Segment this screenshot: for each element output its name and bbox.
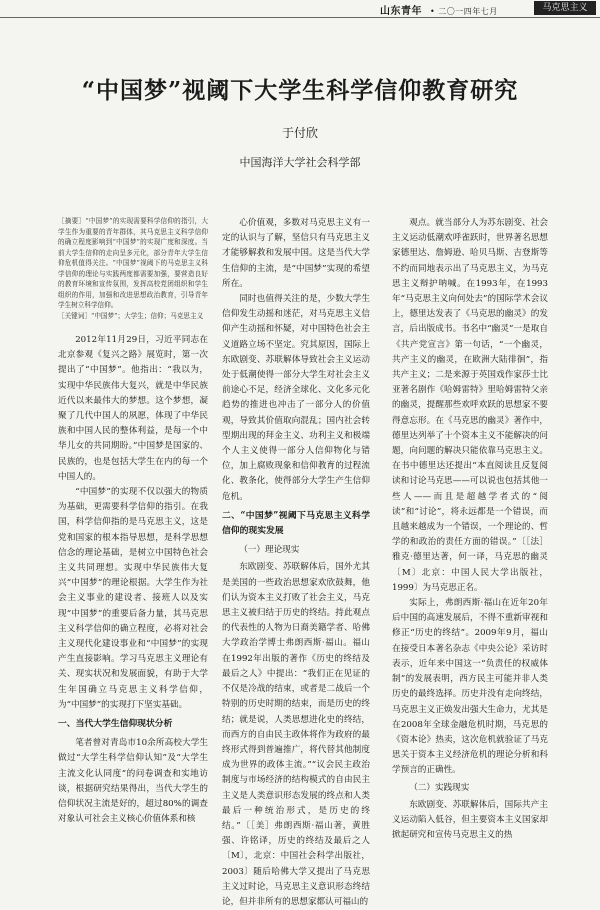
body-paragraph: 同时也值得关注的是，少数大学生信仰发生动摇和迷茫，对马克思主义信仰产生动摇和怀疑，对中国特色社会主义道路立场不坚定。究其原因，国际上东欧剧变、苏联解体导致社会主义运动处于低潮使得一部分大学生对社会主义前途心不足，经济全球化、文化多元化趋势的推进也冲击了一部分人的价值观，导致其价值取向混乱；国内社会转型期出现的拜金主义、功利主义和极端个人主义使得一部分人信仰物化与错位，加上腐败现象和信仰教育的过程流化、教条化，使得部分大学生产生信仰危机。 [222, 294, 370, 502]
column-3 [392, 216, 548, 843]
journal-header [0, 0, 600, 18]
body-paragraph: 东欧剧变、苏联解体后，国外尤其是美国的一些政治思想家欢欣鼓舞，他们认为资本主义打败了社会主义，马克思主义被归结于历史的终结。持此观点的代表性的人物为日裔美籍学者、哈佛大学政治学博士弗朗西斯·福山。福山在1992年出版的著作《历史的终结及最后之人》中提出：“我们正在见证的不仅是冷战的结束，或者是二战后一个特别的历史时期的结束，而是历史的终结；就是说，人类思想进化史的终结，而西方的自由民主政体将作为政府的最终形式得到普遍推广，将代替其他制度成为世界的政体主流。”“议会民主政治制度与市场经济的结构模式的自由民主主义是人类意识形态发展的终点和人类最后一种统治形式，是历史的终结。”〔［美］弗朗西斯·福山著，黄胜强、许铭译，历史的终结及最后之人〔M〕，北京：中国社会科学出版社，2003〕随后哈佛大学又提出了马克思主义过时论，马克思主义意识形态终结论，但并非所有的思想家都认可福山的 [222, 562, 370, 907]
column-1 [58, 216, 208, 828]
abstract-block [58, 216, 208, 321]
body-paragraph: “中国梦”的实现不仅以强大的物质为基础，更需要科学信仰的指引。在我国，科学信仰指的是马克思主义，这是党和国家的根本指导思想，是科学思想信念的理论基础，是树立中国特色社会主义共同理想。实现中华民族伟大复兴“中国梦”的理论根据。大学生作为社会主义事业的建设者、接班人以及实现“中国梦”的重要后备力量，其马克思主义科学信仰的确立程度，必将对社会主义现代化建设事业和“中国梦”的实现产生直接影响。学习马克思主义理论有关、现实状况和发展面貌，有助于大学生年国确立马克思主义科学信仰，为“中国梦”的实现打下坚实基础。 [58, 487, 208, 710]
body-paragraph: 实际上，弗朗西斯·福山在近年20年后中国的高速发展后，不得不重新审视和修正“历史的终结”。2009年9月，福山在接受日本著名杂志《中央公论》采访时表示，近年来中国这一“负责任的权威体制”的发展表明，西方民主可能并非人类历史的最终选择。历史并没有走向终结，马克思主义正焕发出强大生命力，尤其是在2008年全球金融危机时期，马克思的《资本论》热卖，这次危机就验证了马克思关于资本主义经济危机的理论分析和科学预言的正确性。 [392, 598, 548, 776]
section-label: 马克思主义 [534, 1, 596, 15]
body-paragraph: 观点。就当部分人为苏东剧变、社会主义运动低潮欢呼雀跃时，世界著名思想家德里达、詹姆逊、哈贝马斯、吉登斯等不约而同地表示出了马克思主义，为马克思主义辩护呐喊。在1993年，在1993年“马克思主义向何处去”的国际学术会议上，德里达发表了《马克思的幽灵》的发言，后出版成书。书名中“幽灵”一是取自《共产党宣言》第一句话，“一个幽灵，共产主义的幽灵，在欧洲大陆徘徊”，指共产主义；二是来源于英国戏作家莎士比亚著名剧作《哈姆雷特》里哈姆雷特父亲的幽灵，提醒那些欢呼欢跃的思想家不要得意忘形。在《马克思的幽灵》著作中，德里达列举了十个资本主义不能解决的问题，向问题的解决只能依靠马克思主义。在书中德里达还提出“本直阅读且反复阅读和讨论马克思——可以说也包括其他一些人——而且是超越学者式的“阅读”和“讨论”，将永远都是一个错误，而且越来越成为一个错误，一个理论的、哲学的和政治的责任方面的错误。”〔［法］雅克·德里达著，何一译，马克思的幽灵〔M〕北京：中国人民大学出版社，1999〕为马克思正名。 [392, 218, 548, 593]
body-paragraph: 2012年11月29日，习近平同志在北京参观《复兴之路》展览时，第一次提出了“中国梦”。他指出：“我以为，实现中华民族伟大复兴，就是中华民族近代以来最伟大的梦想。这个梦想，凝聚了几代中国人的夙愿，体现了中华民族和中国人民的整体利益，是每一个中华儿女的共同期盼。”中国梦是国家的、民族的，也是包括大学生在内的每一个中国人的。 [58, 335, 208, 482]
header-divider [0, 17, 600, 18]
body-paragraph: 笔者曾对青岛市10余所高校大学生做过“大学生科学信仰认知”及“大学生主流文化认同度”的问卷调查和实地访谈，根据研究结果得出，当代大学生的信仰状况主流是好的，超过80%的调查对象认可社会主义核心价值体系和核 [58, 738, 208, 825]
keywords-text: ［关键词］“中国梦”；大学生；信仰；马克思主义 [58, 311, 204, 320]
subsection-heading: （一）理论现实 [239, 545, 300, 556]
section-heading: 一、当代大学生信仰现状分析 [58, 719, 173, 730]
abstract-text: ［摘要］“中国梦”的实现需要科学信仰的指引，大学生作为重要的青年群体，其马克思主义科学信仰的确立程度影响到“中国梦”的实现广度和深度。当前大学生信仰的走向呈多元化，部分青年大学生信仰危机值得关注。“中国梦”视阈下的马克思主义科学信仰的理论与实践两度都需要加强，要营造良好的教育环境和宣传氛围，发挥高校党团组织和学生组织的作用，加强和改进思想政治教育，引导青年学生树立科学信仰。 [58, 217, 208, 309]
journal-name: 山东青年 • 二〇一四年七月 [380, 6, 498, 17]
article-title: “中国梦”视阈下大学生科学信仰教育研究 [81, 77, 519, 104]
body-paragraph: 心价值观，多数对马克思主义有一定的认识与了解，坚信只有马克思主义才能够解救和发展中国。这是当代大学生信仰的主流，是“中国梦”实现的希望所在。 [222, 218, 370, 289]
subsection-heading: （二）实践现实 [409, 782, 470, 793]
journal-issue: • 二〇一四年七月 [430, 7, 498, 16]
body-paragraph: 东欧剧变、苏联解体后，国际共产主义运动陷入低谷，但主要资本主义国家却掀起研究和宣传马克思主义的热 [392, 799, 548, 841]
author-affiliation: 中国海洋大学社会科学部 [239, 156, 361, 169]
section-heading: 二、“中国梦”视阈下马克思主义科学信仰的现实发展 [222, 510, 370, 537]
author-name: 于付欣 [281, 126, 318, 140]
column-2 [222, 216, 370, 910]
